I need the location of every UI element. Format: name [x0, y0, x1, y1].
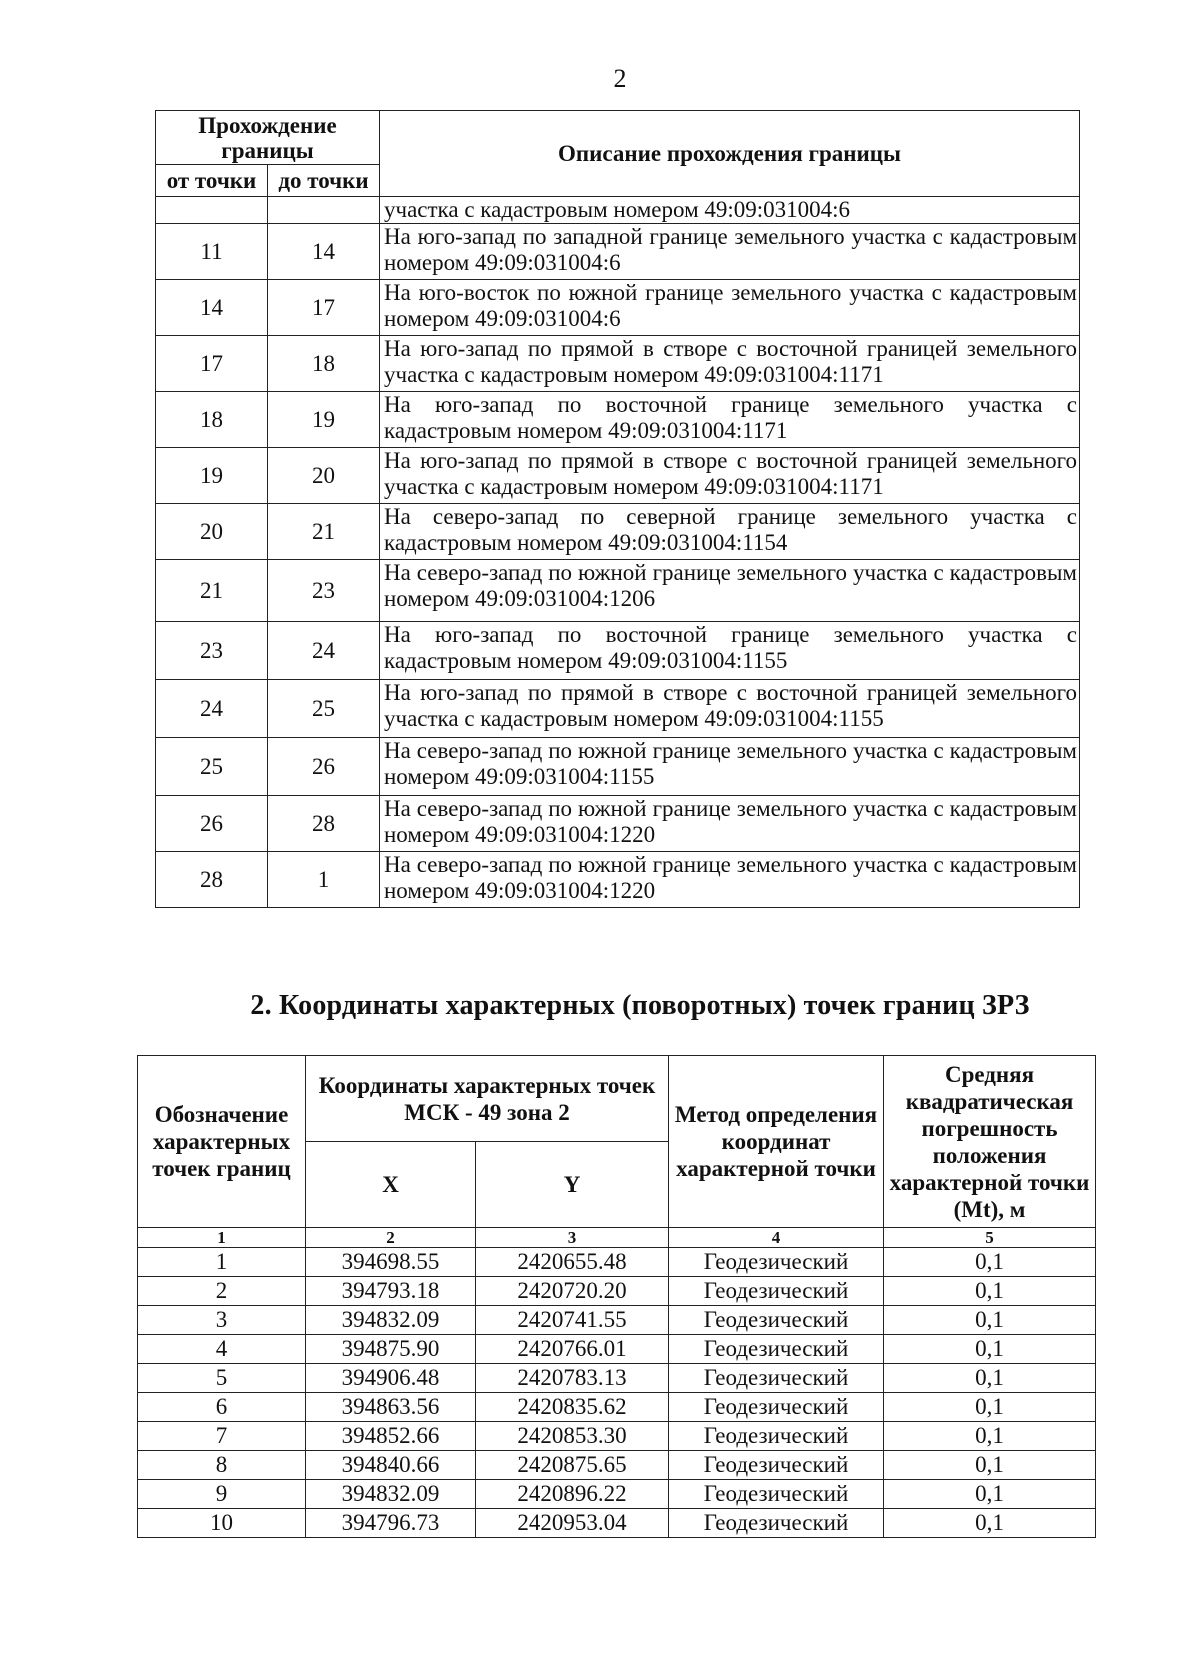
coordinate-row: [138, 1306, 1096, 1335]
boundary-description: На юго-восток по южной границе земельного участка с кадастровым номером 49:09:031004:6: [380, 280, 1080, 336]
from-point: 11: [156, 224, 268, 280]
coordinate-row: [138, 1335, 1096, 1364]
coord-x: 394793.18: [306, 1277, 476, 1306]
header-from: от точки: [156, 165, 268, 197]
point-number: 2: [138, 1277, 306, 1306]
from-point: 28: [156, 852, 268, 908]
method: Геодезический: [669, 1393, 884, 1422]
to-point: 19: [268, 392, 380, 448]
boundary-row: [156, 738, 1080, 796]
method: Геодезический: [669, 1277, 884, 1306]
point-number: 1: [138, 1248, 306, 1277]
from-point: 24: [156, 680, 268, 738]
boundary-row: [156, 796, 1080, 852]
to-point: 25: [268, 680, 380, 738]
point-number: 3: [138, 1306, 306, 1335]
mean-error: 0,1: [884, 1248, 1096, 1277]
coordinates-table-body: [138, 1248, 1096, 1538]
coord-y: 2420896.22: [476, 1480, 669, 1509]
to-point: [268, 197, 380, 224]
column-number: 3: [476, 1228, 669, 1248]
point-number: 7: [138, 1422, 306, 1451]
coord-y: 2420783.13: [476, 1364, 669, 1393]
method: Геодезический: [669, 1451, 884, 1480]
boundary-description: участка с кадастровым номером 49:09:031004:6: [380, 197, 1080, 224]
boundary-row: [156, 197, 1080, 224]
from-point: 26: [156, 796, 268, 852]
boundary-description: На юго-запад по прямой в створе с восточной границей земельного участка с кадастровым номером 49:09:031004:1171: [380, 336, 1080, 392]
column-number: 2: [306, 1228, 476, 1248]
coord-y: 2420875.65: [476, 1451, 669, 1480]
boundary-row: [156, 224, 1080, 280]
coord-y: 2420741.55: [476, 1306, 669, 1335]
to-point: 28: [268, 796, 380, 852]
method: Геодезический: [669, 1306, 884, 1335]
boundary-description: На юго-запад по восточной границе земельного участка с кадастровым номером 49:09:031004:1171: [380, 392, 1080, 448]
from-point: [156, 197, 268, 224]
boundary-row: [156, 680, 1080, 738]
from-point: 20: [156, 504, 268, 560]
coordinates-table: [137, 1055, 1096, 1538]
mean-error: 0,1: [884, 1306, 1096, 1335]
coord-x: 394875.90: [306, 1335, 476, 1364]
method: Геодезический: [669, 1422, 884, 1451]
boundary-description: На северо-запад по южной границе земельного участка с кадастровым номером 49:09:031004:1206: [380, 560, 1080, 622]
boundary-row: [156, 448, 1080, 504]
coord-x: 394796.73: [306, 1509, 476, 1538]
from-point: 23: [156, 622, 268, 680]
to-point: 14: [268, 224, 380, 280]
boundary-description: На юго-запад по прямой в створе с восточной границей земельного участка с кадастровым номером 49:09:031004:1171: [380, 448, 1080, 504]
boundary-row: [156, 560, 1080, 622]
point-number: 9: [138, 1480, 306, 1509]
from-point: 19: [156, 448, 268, 504]
to-point: 24: [268, 622, 380, 680]
mean-error: 0,1: [884, 1335, 1096, 1364]
mean-error: 0,1: [884, 1451, 1096, 1480]
coordinate-row: [138, 1364, 1096, 1393]
point-number: 10: [138, 1509, 306, 1538]
coord-x: 394852.66: [306, 1422, 476, 1451]
from-point: 17: [156, 336, 268, 392]
boundary-description: На северо-запад по южной границе земельного участка с кадастровым номером 49:09:031004:1155: [380, 738, 1080, 796]
method: Геодезический: [669, 1248, 884, 1277]
coord-y: 2420766.01: [476, 1335, 669, 1364]
coordinate-row: [138, 1277, 1096, 1306]
boundary-description: На юго-запад по восточной границе земельного участка с кадастровым номером 49:09:031004:1155: [380, 622, 1080, 680]
header-method: Метод определения координат характерной точки: [669, 1056, 884, 1228]
coord-y: 2420835.62: [476, 1393, 669, 1422]
to-point: 17: [268, 280, 380, 336]
coord-y: 2420853.30: [476, 1422, 669, 1451]
coordinate-row: [138, 1509, 1096, 1538]
header-designation: Обозначение характерных точек границ: [138, 1056, 306, 1228]
column-number: 5: [884, 1228, 1096, 1248]
header-error: Средняя квадратическая погрешность положения характерной точки (Mt), м: [884, 1056, 1096, 1228]
header-to: до точки: [268, 165, 380, 197]
mean-error: 0,1: [884, 1509, 1096, 1538]
coord-y: 2420953.04: [476, 1509, 669, 1538]
mean-error: 0,1: [884, 1277, 1096, 1306]
boundary-row: [156, 504, 1080, 560]
coordinate-row: [138, 1422, 1096, 1451]
to-point: 21: [268, 504, 380, 560]
header-coordinates: Координаты характерных точек МСК - 49 зона 2: [306, 1056, 669, 1142]
coord-x: 394832.09: [306, 1480, 476, 1509]
point-number: 6: [138, 1393, 306, 1422]
coordinate-row: [138, 1480, 1096, 1509]
coord-x: 394832.09: [306, 1306, 476, 1335]
header-x: X: [306, 1142, 476, 1228]
method: Геодезический: [669, 1364, 884, 1393]
coord-y: 2420655.48: [476, 1248, 669, 1277]
boundary-description: На юго-запад по западной границе земельного участка с кадастровым номером 49:09:031004:6: [380, 224, 1080, 280]
from-point: 21: [156, 560, 268, 622]
boundary-description: На северо-запад по южной границе земельного участка с кадастровым номером 49:09:031004:1220: [380, 852, 1080, 908]
header-passage: Прохождение границы: [156, 111, 380, 165]
from-point: 18: [156, 392, 268, 448]
point-number: 5: [138, 1364, 306, 1393]
section-title: 2. Координаты характерных (поворотных) точек границ ЗРЗ: [250, 990, 1030, 1021]
coord-y: 2420720.20: [476, 1277, 669, 1306]
to-point: 26: [268, 738, 380, 796]
boundary-passage-table: [155, 110, 1080, 908]
mean-error: 0,1: [884, 1393, 1096, 1422]
point-number: 4: [138, 1335, 306, 1364]
boundary-description: На северо-запад по северной границе земельного участка с кадастровым номером 49:09:031004:1154: [380, 504, 1080, 560]
to-point: 23: [268, 560, 380, 622]
coordinate-row: [138, 1248, 1096, 1277]
header-description: Описание прохождения границы: [380, 111, 1080, 197]
to-point: 1: [268, 852, 380, 908]
mean-error: 0,1: [884, 1364, 1096, 1393]
coord-x: 394698.55: [306, 1248, 476, 1277]
method: Геодезический: [669, 1480, 884, 1509]
from-point: 14: [156, 280, 268, 336]
boundary-description: На юго-запад по прямой в створе с восточной границей земельного участка с кадастровым номером 49:09:031004:1155: [380, 680, 1080, 738]
method: Геодезический: [669, 1509, 884, 1538]
to-point: 20: [268, 448, 380, 504]
boundary-row: [156, 280, 1080, 336]
boundary-row: [156, 852, 1080, 908]
boundary-row: [156, 622, 1080, 680]
mean-error: 0,1: [884, 1480, 1096, 1509]
column-number: 1: [138, 1228, 306, 1248]
method: Геодезический: [669, 1335, 884, 1364]
coordinate-row: [138, 1393, 1096, 1422]
to-point: 18: [268, 336, 380, 392]
page-number: 2: [613, 64, 627, 93]
from-point: 25: [156, 738, 268, 796]
coord-x: 394840.66: [306, 1451, 476, 1480]
coordinate-row: [138, 1451, 1096, 1480]
coord-x: 394906.48: [306, 1364, 476, 1393]
header-y: Y: [476, 1142, 669, 1228]
mean-error: 0,1: [884, 1422, 1096, 1451]
column-number: 4: [669, 1228, 884, 1248]
boundary-row: [156, 392, 1080, 448]
boundary-description: На северо-запад по южной границе земельного участка с кадастровым номером 49:09:031004:1220: [380, 796, 1080, 852]
boundary-row: [156, 336, 1080, 392]
boundary-table-body: [156, 197, 1080, 908]
point-number: 8: [138, 1451, 306, 1480]
coord-x: 394863.56: [306, 1393, 476, 1422]
